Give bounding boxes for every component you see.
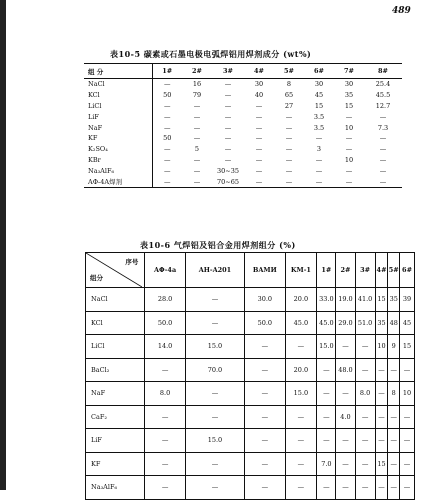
table1-cell: — xyxy=(193,123,201,132)
table2-cell: 45.0 xyxy=(285,311,317,335)
table1-cell: — xyxy=(224,80,232,89)
table1-cell: — xyxy=(255,145,263,154)
table1-column-header: 8# xyxy=(364,64,402,79)
table1-cell: — xyxy=(315,134,323,143)
table2-cell: 45 xyxy=(400,311,415,335)
table1-cell: — xyxy=(193,112,201,121)
table1-cell: — xyxy=(224,155,232,164)
table2-cell: — xyxy=(185,311,244,335)
table2-cell: 10 xyxy=(375,335,388,359)
table1-cell: — xyxy=(345,134,353,143)
table1-column-header: 6# xyxy=(304,64,334,79)
table1-cell: 45.5 xyxy=(375,91,391,100)
table1-row-label: KBr xyxy=(88,155,101,164)
table2-caption: 表10-6 气焊铝及铝合金用焊剂组分 (%) xyxy=(140,240,296,250)
table2-cell: — xyxy=(355,358,375,382)
table2-column-header: AH-A201 xyxy=(185,253,244,288)
table2-row-label: NaCl xyxy=(86,288,145,312)
table1-cell: 79 xyxy=(192,91,202,100)
table1-cell: — xyxy=(152,101,182,112)
table2-corner-bottom: 组分 xyxy=(90,274,103,282)
table2-cell: — xyxy=(185,405,244,429)
table1-caption: 表10-5 碳素或石墨电极电弧焊铝用焊剂成分 (wt%) xyxy=(110,49,312,59)
table1-row-label: NaF xyxy=(88,123,103,132)
table2-column-header: 6# xyxy=(400,253,415,288)
table1-cell: 25.4 xyxy=(375,80,391,89)
table2-row xyxy=(86,335,415,359)
table1-column-header: 3# xyxy=(212,64,244,79)
table1-cell: 15 xyxy=(344,101,354,110)
table1-row xyxy=(84,122,402,133)
table1-cell: — xyxy=(379,155,387,164)
table2-row xyxy=(86,311,415,335)
table1-cell: — xyxy=(364,176,402,187)
table2-cell: 41.0 xyxy=(355,288,375,312)
table1-cell: — xyxy=(193,134,201,143)
table2-row xyxy=(86,405,415,429)
table1-row xyxy=(84,133,402,144)
table2-cell: — xyxy=(317,476,336,500)
table2-cell: — xyxy=(375,382,388,406)
table2-cell: 30.0 xyxy=(245,288,285,312)
table2-cell: 15.0 xyxy=(185,335,244,359)
table1-cell: 50 xyxy=(152,90,182,101)
table1-column-header: 4# xyxy=(244,64,274,79)
table2-cell: — xyxy=(317,382,336,406)
table1-cell: 30 xyxy=(254,80,264,89)
table2-cell: 48 xyxy=(388,311,400,335)
table2-cell: 4.0 xyxy=(336,405,355,429)
table2-column-header: 2# xyxy=(336,253,355,288)
table2-cell: — xyxy=(185,476,244,500)
table1-corner-label: 组 分 xyxy=(84,64,152,79)
table1-cell: 8 xyxy=(286,80,292,89)
table2-cell: — xyxy=(400,405,415,429)
table1-row xyxy=(84,155,402,166)
table1-cell: — xyxy=(379,166,387,175)
table1-row xyxy=(84,101,402,112)
table2-row xyxy=(86,288,415,312)
table1-cell: — xyxy=(255,123,263,132)
table1-row xyxy=(84,144,402,155)
table2-cell: 8.0 xyxy=(145,382,185,406)
table1-cell: — xyxy=(152,79,182,90)
table2-cell: — xyxy=(388,358,400,382)
table1-row-label: AΦ-4A焊剂 xyxy=(84,176,152,187)
table1-cell: — xyxy=(224,101,232,110)
table1-cell: 16 xyxy=(192,80,202,89)
table1-cell: — xyxy=(244,176,274,187)
table2-row xyxy=(86,429,415,453)
table2-cell: 50.0 xyxy=(145,311,185,335)
table1-column-header: 5# xyxy=(274,64,304,79)
table1-cell: — xyxy=(285,123,293,132)
table1-cell: 10 xyxy=(344,123,354,132)
table2-row-label: CaF₂ xyxy=(86,405,145,429)
table2-cell: — xyxy=(355,452,375,476)
table2-cell: — xyxy=(388,476,400,500)
page-edge-shadow xyxy=(0,0,6,490)
table2-cell: 15 xyxy=(375,452,388,476)
table2-row xyxy=(86,358,415,382)
table1-cell: — xyxy=(224,123,232,132)
table2-cell: — xyxy=(375,358,388,382)
table1-row-label: LiCl xyxy=(88,101,102,110)
table2-cell: — xyxy=(400,452,415,476)
table1-cell: — xyxy=(152,176,182,187)
table2-cell: — xyxy=(375,476,388,500)
table2-cell: 35 xyxy=(388,288,400,312)
table2-cell: 20.0 xyxy=(285,358,317,382)
table1-row-label: K₂SO₄ xyxy=(88,145,108,154)
table2-row-label: BaCl₂ xyxy=(86,358,145,382)
table1-cell: 15 xyxy=(314,101,324,110)
table1-column-header: 2# xyxy=(182,64,212,79)
table2-cell: — xyxy=(400,358,415,382)
table2-row-label: KF xyxy=(86,452,145,476)
table2-cell: — xyxy=(285,429,317,453)
table1-cell: — xyxy=(152,111,182,122)
table2-row-label: KCl xyxy=(86,311,145,335)
table1-row-label: KF xyxy=(88,134,98,143)
table2-cell: 8 xyxy=(388,382,400,406)
table2-row-label: Na₃AlF₆ xyxy=(86,476,145,500)
table2-cell: 15 xyxy=(375,288,388,312)
table2-cell: 45.0 xyxy=(317,311,336,335)
table1-cell: — xyxy=(274,176,304,187)
table2-cell: — xyxy=(185,288,244,312)
table2-cell: 10 xyxy=(400,382,415,406)
table2-cell: 9 xyxy=(388,335,400,359)
table2-cell: 51.0 xyxy=(355,311,375,335)
table2-corner-top: 序号 xyxy=(125,258,139,266)
table1-cell: — xyxy=(379,145,387,154)
table2-cell: 15.0 xyxy=(285,382,317,406)
table2-cell: — xyxy=(245,358,285,382)
table2-column-header: KM-1 xyxy=(285,253,317,288)
table2-corner-cell xyxy=(86,253,145,288)
table1-cell: — xyxy=(255,134,263,143)
table1-row xyxy=(84,90,402,101)
table1-row-label: KCl xyxy=(88,91,100,100)
table1-cell: — xyxy=(255,112,263,121)
table2-cell: — xyxy=(145,405,185,429)
table1-row xyxy=(84,165,402,176)
table1-cell: — xyxy=(193,166,201,175)
table1-row xyxy=(84,79,402,90)
table2-row-label: LiF xyxy=(86,429,145,453)
table1-cell: — xyxy=(182,176,212,187)
table1-cell: 30 xyxy=(314,80,324,89)
table2-cell: — xyxy=(245,335,285,359)
table1-row-label: Na₃AlF₆ xyxy=(88,166,115,175)
table1-cell: — xyxy=(345,166,353,175)
table2-cell: 29.0 xyxy=(336,311,355,335)
table1-row xyxy=(84,176,402,187)
table2-cell: 39 xyxy=(400,288,415,312)
table2-row xyxy=(86,452,415,476)
table2-cell: — xyxy=(145,358,185,382)
table1-cell: — xyxy=(224,145,232,154)
table2-row-label: NaF xyxy=(86,382,145,406)
table2-cell: 15 xyxy=(400,335,415,359)
table2-cell: — xyxy=(285,476,317,500)
table2-cell: — xyxy=(336,452,355,476)
table2-cell: — xyxy=(145,429,185,453)
table1-cell: — xyxy=(379,134,387,143)
table1-cell: — xyxy=(285,112,293,121)
table2-column-header: 4# xyxy=(375,253,388,288)
table1-cell: 30~35 xyxy=(217,166,239,175)
table2-cell: 35 xyxy=(375,311,388,335)
table2-cell: — xyxy=(355,476,375,500)
table2-cell: 8.0 xyxy=(355,382,375,406)
table2-cell: 7.0 xyxy=(317,452,336,476)
table2-row xyxy=(86,476,415,500)
table2-cell: — xyxy=(375,429,388,453)
table2-cell: — xyxy=(145,476,185,500)
table2-cell: — xyxy=(400,476,415,500)
table2-column-header: AΦ-4a xyxy=(145,253,185,288)
table1-cell: — xyxy=(224,112,232,121)
table2-cell: — xyxy=(285,335,317,359)
table1-cell: 40 xyxy=(254,91,264,100)
table1-row xyxy=(84,111,402,122)
table2-cell: — xyxy=(185,382,244,406)
table1-cell: 12.7 xyxy=(375,101,391,110)
table2-cell: — xyxy=(388,452,400,476)
table2-cell: — xyxy=(245,405,285,429)
table2-cell: — xyxy=(388,405,400,429)
table1-cell: 50 xyxy=(152,133,182,144)
table2-column-header: 5# xyxy=(388,253,400,288)
table1-cell: — xyxy=(152,144,182,155)
table1-cell: 5 xyxy=(194,145,200,154)
table1-cell: — xyxy=(334,176,364,187)
table2-column-header: 3# xyxy=(355,253,375,288)
table1-cell: — xyxy=(285,145,293,154)
table1-cell: 3.5 xyxy=(313,123,325,132)
table2-cell: 15.0 xyxy=(185,429,244,453)
table2-cell: — xyxy=(388,429,400,453)
table2-cell: — xyxy=(355,335,375,359)
table1-cell: — xyxy=(224,134,232,143)
table2-cell: 14.0 xyxy=(145,335,185,359)
page-number: 489 xyxy=(392,6,411,16)
table1-cell: — xyxy=(345,145,353,154)
table1-cell: — xyxy=(345,112,353,121)
table1-cell: — xyxy=(224,91,232,100)
table2-cell: 28.0 xyxy=(145,288,185,312)
table2-cell: — xyxy=(145,452,185,476)
table1-cell: — xyxy=(285,134,293,143)
table2-cell: — xyxy=(355,405,375,429)
table1-cell: — xyxy=(255,155,263,164)
table1-cell: — xyxy=(255,101,263,110)
table2-cell: — xyxy=(245,382,285,406)
table2-cell: — xyxy=(336,476,355,500)
table1-row-label: NaCl xyxy=(88,80,105,89)
table1-column-header: 7# xyxy=(334,64,364,79)
table2 xyxy=(85,252,415,500)
table2-cell: — xyxy=(355,429,375,453)
table1-cell: 70~65 xyxy=(212,176,244,187)
table1-cell: 45 xyxy=(314,91,324,100)
table1-cell: — xyxy=(255,166,263,175)
table2-cell: — xyxy=(336,429,355,453)
table2-column-header: BAMИ xyxy=(245,253,285,288)
table2-cell: 19.0 xyxy=(336,288,355,312)
table1 xyxy=(84,63,402,188)
table2-cell: — xyxy=(317,405,336,429)
table2-cell: — xyxy=(245,452,285,476)
table2-cell: — xyxy=(245,476,285,500)
table2-cell: — xyxy=(317,429,336,453)
table2-cell: 20.0 xyxy=(285,288,317,312)
table1-column-header: 1# xyxy=(152,64,182,79)
table1-cell: 10 xyxy=(344,155,354,164)
table1-cell: — xyxy=(379,112,387,121)
table2-cell: — xyxy=(375,405,388,429)
table2-cell: — xyxy=(285,452,317,476)
table2-row-label: LiCl xyxy=(86,335,145,359)
table1-cell: 35 xyxy=(344,91,354,100)
table2-cell: — xyxy=(185,452,244,476)
table2-cell: — xyxy=(336,335,355,359)
table1-cell: — xyxy=(315,166,323,175)
table2-cell: 48.0 xyxy=(336,358,355,382)
table1-cell: — xyxy=(193,101,201,110)
table2-cell: — xyxy=(317,358,336,382)
table1-cell: 30 xyxy=(344,80,354,89)
table1-cell: — xyxy=(152,165,182,176)
table2-cell: — xyxy=(245,429,285,453)
table1-cell: 3 xyxy=(316,145,322,154)
table2-cell: 50.0 xyxy=(245,311,285,335)
table1-cell: — xyxy=(285,155,293,164)
table2-cell: — xyxy=(285,405,317,429)
table1-cell: — xyxy=(152,155,182,166)
table1-cell: 65 xyxy=(284,91,294,100)
table2-cell: — xyxy=(400,429,415,453)
table1-cell: — xyxy=(152,122,182,133)
table1-cell: 3.5 xyxy=(313,112,325,121)
table1-cell: 27 xyxy=(284,101,294,110)
table2-cell: 33.0 xyxy=(317,288,336,312)
table2-cell: — xyxy=(336,382,355,406)
table1-row-label: LiF xyxy=(88,112,99,121)
table1-cell: 7.3 xyxy=(377,123,389,132)
table2-column-header: 1# xyxy=(317,253,336,288)
table1-cell: — xyxy=(285,166,293,175)
table1-cell: — xyxy=(193,155,201,164)
table2-row xyxy=(86,382,415,406)
table1-cell: — xyxy=(304,176,334,187)
table2-cell: 15.0 xyxy=(317,335,336,359)
table1-cell: — xyxy=(315,155,323,164)
table2-cell: 70.0 xyxy=(185,358,244,382)
